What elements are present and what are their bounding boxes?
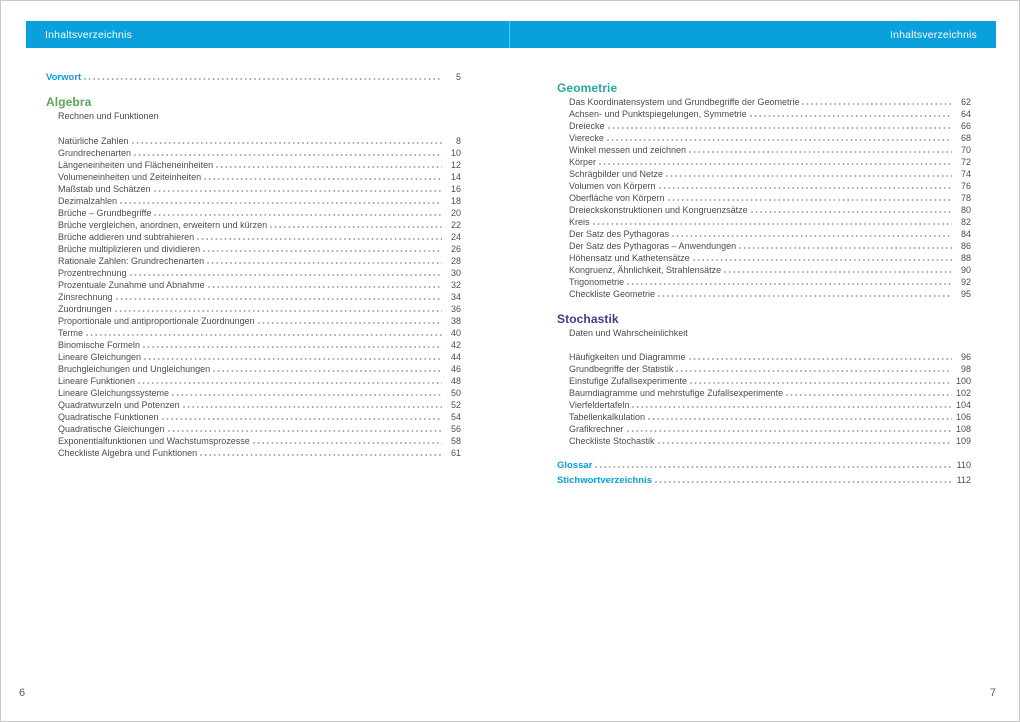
toc-page-number: 78 [960,193,971,203]
toc-row-checkliste-geometrie [569,288,971,300]
dot-leader [595,461,952,468]
toc-row-zinsrechnung [58,291,461,303]
toc-page-number: 58 [450,436,461,446]
toc-entry-label: Volumeneinheiten und Zeiteinheiten [58,172,202,182]
toc-page-number: 72 [960,157,971,167]
dot-leader [627,278,952,285]
toc-page-number: 104 [955,400,971,410]
toc-row-natuerliche-zahlen [58,135,461,147]
toc-row-lineare-gleichungssysteme [58,387,461,399]
dot-leader [172,389,442,396]
toc-page-number: 8 [455,136,461,146]
toc-row-einstufige-zufallsexperimente [569,375,971,387]
toc-entry-label: Dreieckskonstruktionen und Kongruenzsätze [569,205,748,215]
toc-page-number: 40 [450,328,461,338]
toc-row-grundbegriffe-der-statistik [569,363,971,375]
toc-row-prozentrechnung [58,267,461,279]
dot-leader [208,281,442,288]
toc-entry-label: Proportionale und antiproportionale Zuordnungen [58,316,255,326]
toc-entry-label: Volumen von Körpern [569,181,656,191]
toc-row-grundrechenarten [58,147,461,159]
toc-row-bruchgleichungen-und-ungleichungen [58,363,461,375]
toc-page-number: 62 [960,97,971,107]
toc-page-number: 68 [960,133,971,143]
toc-page-number: 50 [450,388,461,398]
toc-page-number: 112 [956,475,971,485]
toc-row-achsen-und-punktspiegelungen-symmetrie [569,108,971,120]
section-title-algebra: Algebra [46,95,92,109]
dot-leader [607,134,952,141]
toc-entry-label: Rationale Zahlen: Grundrechenarten [58,256,205,266]
dot-leader [676,365,952,372]
toc-column-left [46,69,461,487]
toc-entry-label: Stichwortverzeichnis [557,475,653,486]
toc-entry-label: Winkel messen und zeichnen [569,145,687,155]
toc-row-quadratwurzeln-und-potenzen [58,399,461,411]
toc-page-number: 82 [960,217,971,227]
dot-leader [608,122,952,129]
dot-leader [154,209,442,216]
dot-leader [132,137,442,144]
dot-leader [207,257,442,264]
dot-leader [690,377,952,384]
toc-page-number: 106 [955,412,971,422]
toc-page-number: 56 [450,424,461,434]
dot-leader [200,449,442,456]
toc-row-checkliste-algebra-und-funktionen [58,447,461,459]
dot-leader [162,413,442,420]
toc-page-number: 26 [450,244,461,254]
toc-page-number: 54 [450,412,461,422]
toc-row-prozentuale-zunahme-und-abnahme [58,279,461,291]
toc-page-number: 92 [960,277,971,287]
toc-entry-label: Schrägbilder und Netze [569,169,664,179]
toc-entry-label: Quadratwurzeln und Potenzen [58,400,180,410]
toc-page-number: 64 [960,109,971,119]
toc-entry-label: Quadratische Funktionen [58,412,159,422]
toc-page-number: 88 [960,253,971,263]
toc-entry-label: Achsen- und Punktspiegelungen, Symmetrie [569,109,747,119]
toc-page-number: 66 [960,121,971,131]
toc-row-kreis [569,216,971,228]
toc-row-massstab-und-schaetzen [58,183,461,195]
toc-columns [46,69,971,487]
toc-page-number: 44 [450,352,461,362]
toc-page-number: 100 [955,376,971,386]
toc-row-checkliste-stochastik [569,435,971,447]
toc-entry-label: Dreiecke [569,121,605,131]
toc-page-number: 12 [450,160,461,170]
toc-row-kongruenz-aehnlichkeit-strahlensaetze [569,264,971,276]
toc-page-number: 95 [960,289,971,299]
toc-page-number: 14 [450,172,461,182]
toc-entry-label: Oberfläche von Körpern [569,193,665,203]
dot-leader [183,401,442,408]
toc-page-number: 110 [956,460,971,470]
toc-page-number: 86 [960,241,971,251]
toc-entry-label: Vierecke [569,133,604,143]
toc-entry-label: Checkliste Algebra und Funktionen [58,448,198,458]
page-number-left: 6 [19,687,26,699]
toc-entry-label: Lineare Gleichungssysteme [58,388,170,398]
toc-row-glossar [557,459,971,472]
dot-leader [668,194,952,201]
toc-row-terme [58,327,461,339]
section-entry-list [58,135,461,459]
toc-page-number: 90 [960,265,971,275]
dot-leader [672,230,952,237]
toc-row-proportionale-und-antiproportionale-zuordnungen [58,315,461,327]
toc-row-trigonometrie [569,276,971,288]
toc-row-exponentialfunktionen-und-wachstumsprozesse [58,435,461,447]
toc-entry-label: Baumdiagramme und mehrstufige Zufallsexperimente [569,388,784,398]
dot-leader [786,389,952,396]
toc-row-oberflaeche-von-koerpern [569,192,971,204]
toc-page-number: 109 [955,436,971,446]
toc-row-lineare-gleichungen [58,351,461,363]
toc-row-zuordnungen [58,303,461,315]
toc-row-vorwort [46,71,461,84]
toc-entry-label: Checkliste Stochastik [569,436,655,446]
toc-row-baumdiagramme-und-mehrstufige-zufallsexperimente [569,387,971,399]
toc-entry-label: Binomische Formeln [58,340,141,350]
toc-row-tabellenkalkulation [569,411,971,423]
toc-row-hoehensatz-und-kathetensaetze [569,252,971,264]
toc-entry-label: Glossar [557,460,593,471]
toc-entry-label: Vorwort [46,72,82,83]
toc-row-vierfeldertafeln [569,399,971,411]
toc-entry-label: Häufigkeiten und Diagramme [569,352,686,362]
toc-page-number: 102 [955,388,971,398]
dot-leader [144,353,442,360]
dot-leader [655,476,952,483]
toc-page-number: 10 [450,148,461,158]
toc-row-winkel-messen-und-zeichnen [569,144,971,156]
toc-page-number: 30 [450,268,461,278]
toc-row-volumen-von-koerpern [569,180,971,192]
dot-leader [627,425,952,432]
toc-entry-label: Zinsrechnung [58,292,113,302]
toc-entry-label: Der Satz des Pythagoras – Anwendungen [569,241,737,251]
dot-leader [659,182,952,189]
toc-row-dezimalzahlen [58,195,461,207]
toc-page-number: 84 [960,229,971,239]
dot-leader [658,290,952,297]
toc-row-vierecke [569,132,971,144]
dot-leader [751,206,952,213]
section-stochastik [557,312,971,447]
section-entry-list [569,96,971,300]
toc-page-number: 76 [960,181,971,191]
toc-page-number: 70 [960,145,971,155]
toc-page-number: 22 [450,220,461,230]
toc-row-der-satz-des-pythagoras-anwendungen [569,240,971,252]
toc-page-number: 16 [450,184,461,194]
toc-row-quadratische-gleichungen [58,423,461,435]
toc-entry-label: Checkliste Geometrie [569,289,656,299]
toc-page-number: 20 [450,208,461,218]
dot-leader [632,401,952,408]
toc-entry-label: Brüche multiplizieren und dividieren [58,244,201,254]
toc-entry-label: Grafikrechner [569,424,624,434]
toc-row-brueche-multiplizieren-und-dividieren [58,243,461,255]
toc-page-number: 74 [960,169,971,179]
toc-entry-label: Kreis [569,217,590,227]
section-algebra [46,95,461,459]
dot-leader [143,341,442,348]
toc-entry-label: Prozentuale Zunahme und Abnahme [58,280,205,290]
toc-row-brueche-grundbegriffe [58,207,461,219]
dot-leader [724,266,952,273]
page-seam [509,21,510,48]
dot-leader [689,146,952,153]
toc-page-number: 38 [450,316,461,326]
toc-entry-label: Brüche – Grundbegriffe [58,208,152,218]
toc-entry-label: Körper [569,157,597,167]
toc-row-lineare-funktionen [58,375,461,387]
toc-entry-label: Zuordnungen [58,304,112,314]
toc-row-brueche-vergleichen-anordnen-erweitern-und-kuerzen [58,219,461,231]
toc-page-number: 61 [450,448,461,458]
toc-page-number: 52 [450,400,461,410]
section-subtitle: Rechnen und Funktionen [58,111,159,121]
toc-row-stichwortverzeichnis [557,474,971,487]
dot-leader [203,245,442,252]
toc-entry-label: Prozentrechnung [58,268,127,278]
toc-page-number: 98 [960,364,971,374]
toc-page-number: 108 [955,424,971,434]
toc-row-volumeneinheiten-und-zeiteinheiten [58,171,461,183]
dot-leader [693,254,952,261]
dot-leader [115,305,442,312]
section-title-geometrie: Geometrie [557,81,618,95]
toc-row-grafikrechner [569,423,971,435]
dot-leader [802,98,952,105]
toc-entry-label: Quadratische Gleichungen [58,424,165,434]
dot-leader [197,233,442,240]
toc-page-number: 34 [450,292,461,302]
dot-leader [204,173,442,180]
toc-page-number: 18 [450,196,461,206]
toc-page-number: 96 [960,352,971,362]
toc-row-koerper [569,156,971,168]
toc-row-quadratische-funktionen [58,411,461,423]
toc-page-number: 28 [450,256,461,266]
toc-row-dreieckskonstruktionen-und-kongruenzsaetze [569,204,971,216]
header-bar [26,21,996,48]
toc-entry-label: Höhensatz und Kathetensätze [569,253,690,263]
toc-entry-label: Dezimalzahlen [58,196,118,206]
dot-leader [213,365,442,372]
toc-row-der-satz-des-pythagoras [569,228,971,240]
toc-row-rationale-zahlen-grundrechenarten [58,255,461,267]
toc-entry-label: Vierfeldertafeln [569,400,630,410]
header-title-left: Inhaltsverzeichnis [45,28,133,41]
toc-entry-label: Lineare Gleichungen [58,352,142,362]
toc-page-number: 48 [450,376,461,386]
toc-entry-label: Terme [58,328,84,338]
toc-entry-label: Exponentialfunktionen und Wachstumsprozesse [58,436,250,446]
dot-leader [658,437,952,444]
section-subtitle: Daten und Wahrscheinlichkeit [569,328,688,338]
dot-leader [739,242,952,249]
dot-leader [168,425,442,432]
toc-entry-label: Lineare Funktionen [58,376,136,386]
dot-leader [86,329,442,336]
toc-entry-label: Längeneinheiten und Flächeneinheiten [58,160,214,170]
dot-leader [270,221,442,228]
dot-leader [599,158,952,165]
toc-page-number: 5 [455,72,461,82]
toc-row-das-koordinatensystem-und-grundbegriffe-der-geometrie [569,96,971,108]
toc-entry-label: Bruchgleichungen und Ungleichungen [58,364,211,374]
dot-leader [253,437,442,444]
toc-column-right [557,69,971,487]
toc-page-number: 24 [450,232,461,242]
toc-row-dreiecke [569,120,971,132]
dot-leader [689,353,952,360]
dot-leader [666,170,952,177]
toc-row-schraegbilder-und-netze [569,168,971,180]
header-title-right: Inhaltsverzeichnis [889,28,977,41]
toc-entry-label: Tabellenkalkulation [569,412,646,422]
toc-entry-label: Brüche addieren und subtrahieren [58,232,195,242]
dot-leader [648,413,952,420]
toc-page-number: 32 [450,280,461,290]
toc-entry-label: Brüche vergleichen, anordnen, erweitern und kürzen [58,220,268,230]
dot-leader [593,218,952,225]
section-entry-list [569,351,971,447]
toc-entry-label: Trigonometrie [569,277,625,287]
section-geometrie [557,81,971,300]
toc-row-binomische-formeln [58,339,461,351]
toc-row-laengeneinheiten-und-flaecheneinheiten [58,159,461,171]
toc-entry-label: Kongruenz, Ähnlichkeit, Strahlensätze [569,265,722,275]
toc-entry-label: Das Koordinatensystem und Grundbegriffe der Geometrie [569,97,800,107]
dot-leader [138,377,442,384]
toc-page-number: 36 [450,304,461,314]
toc-entry-label: Grundrechenarten [58,148,132,158]
toc-row-haeufigkeiten-und-diagramme [569,351,971,363]
toc-page-number: 42 [450,340,461,350]
dot-leader [258,317,442,324]
dot-leader [134,149,442,156]
toc-row-brueche-addieren-und-subtrahieren [58,231,461,243]
dot-leader [84,73,442,80]
toc-entry-label: Einstufige Zufallsexperimente [569,376,688,386]
dot-leader [130,269,442,276]
section-title-stochastik: Stochastik [557,312,619,326]
toc-page-number: 80 [960,205,971,215]
toc-page-number: 46 [450,364,461,374]
toc-entry-label: Natürliche Zahlen [58,136,129,146]
toc-entry-label: Maßstab und Schätzen [58,184,151,194]
page-number-right: 7 [989,687,996,699]
toc-entry-label: Grundbegriffe der Statistik [569,364,674,374]
toc-entry-label: Der Satz des Pythagoras [569,229,670,239]
dot-leader [750,110,952,117]
dot-leader [154,185,442,192]
dot-leader [120,197,442,204]
dot-leader [216,161,442,168]
dot-leader [116,293,442,300]
